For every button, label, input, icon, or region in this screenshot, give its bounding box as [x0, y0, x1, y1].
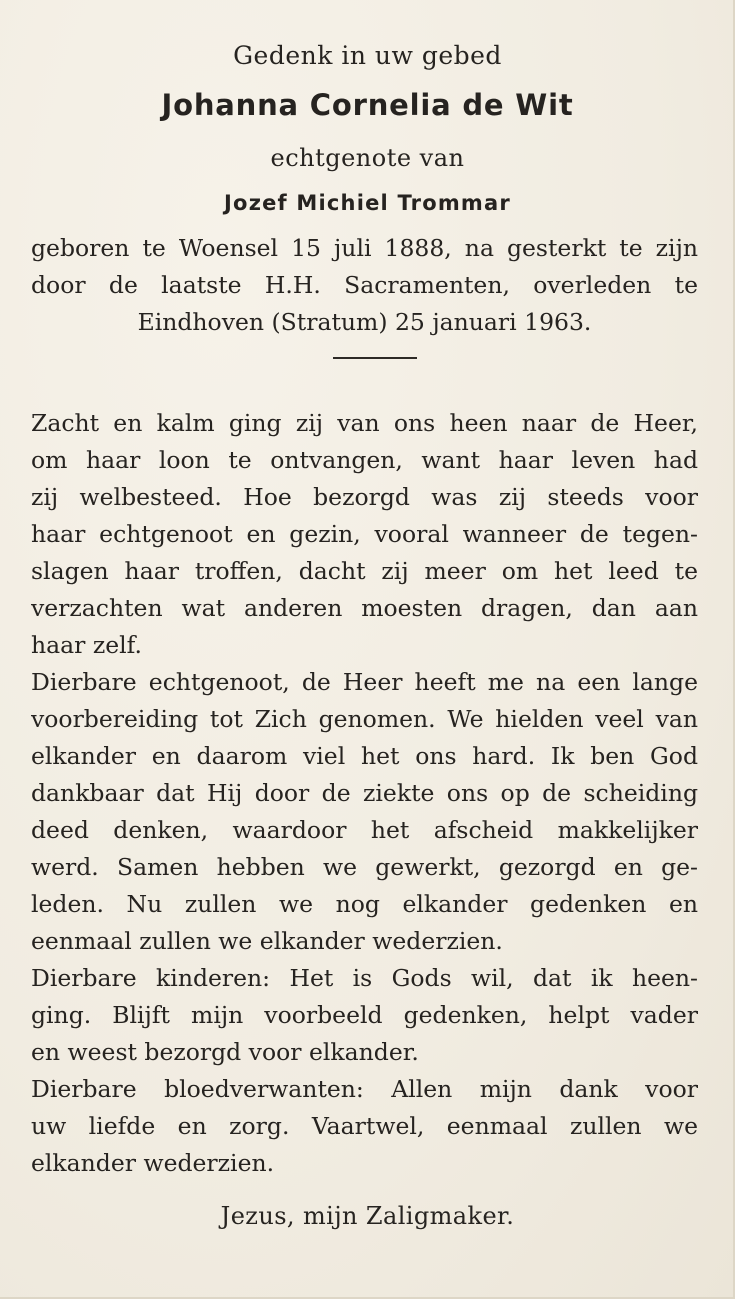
text-line: uw liefde en zorg. Vaartwel, eenmaal zullen we: [31, 1112, 698, 1140]
text-line: verzachten wat anderen moesten dragen, dan aan: [31, 594, 698, 622]
text-line: elkander wederzien.: [31, 1149, 275, 1177]
text-line: leden. Nu zullen we nog elkander gedenken en: [31, 890, 698, 918]
text-line: Dierbare kinderen: Het is Gods wil, dat ik heen-: [31, 964, 698, 992]
text-line: elkander en daarom viel het ons hard. Ik ben God: [31, 742, 698, 770]
biography-line: door de laatste H.H. Sacramenten, overleden te: [31, 271, 698, 299]
text-line: dankbaar dat Hij door de ziekte ons op de scheiding: [31, 779, 698, 807]
text-line: Dierbare echtgenoot, de Heer heeft me na een lange: [31, 668, 698, 696]
prayer-request: Gedenk in uw gebed: [233, 41, 502, 70]
text-line: en weest bezorgd voor elkander.: [31, 1038, 419, 1066]
biography-line: geboren te Woensel 15 juli 1888, na gesterkt te zijn: [31, 234, 698, 262]
text-line: Zacht en kalm ging zij van ons heen naar de Heer,: [31, 409, 698, 437]
text-line: deed denken, waardoor het afscheid makkelijker: [31, 816, 698, 844]
deceased-name: Johanna Cornelia de Wit: [161, 88, 574, 122]
text-line: slagen haar troffen, dacht zij meer om het leed te: [31, 557, 698, 585]
text-line: om haar loon te ontvangen, want haar leven had: [31, 446, 698, 474]
closing-line: Jezus, mijn Zaligmaker.: [220, 1202, 515, 1230]
text-line: haar echtgenoot en gezin, vooral wanneer de tegen-: [31, 520, 698, 548]
text-line: voorbereiding tot Zich genomen. We hielden veel van: [31, 705, 698, 733]
text-line: eenmaal zullen we elkander wederzien.: [31, 927, 503, 955]
text-line: zij welbesteed. Hoe bezorgd was zij steeds voor: [31, 483, 698, 511]
text-line: werd. Samen hebben we gewerkt, gezorgd en ge-: [31, 853, 698, 881]
text-line: Dierbare bloedverwanten: Allen mijn dank voor: [31, 1075, 698, 1103]
spouse-name: Jozef Michiel Trommar: [224, 191, 511, 215]
text-line: haar zelf.: [31, 631, 142, 659]
divider: [333, 357, 417, 359]
biography-line: Eindhoven (Stratum) 25 januari 1963.: [137, 308, 592, 336]
relation-label: echtgenote van: [270, 144, 465, 172]
text-line: ging. Blijft mijn voorbeeld gedenken, helpt vader: [31, 1001, 698, 1029]
